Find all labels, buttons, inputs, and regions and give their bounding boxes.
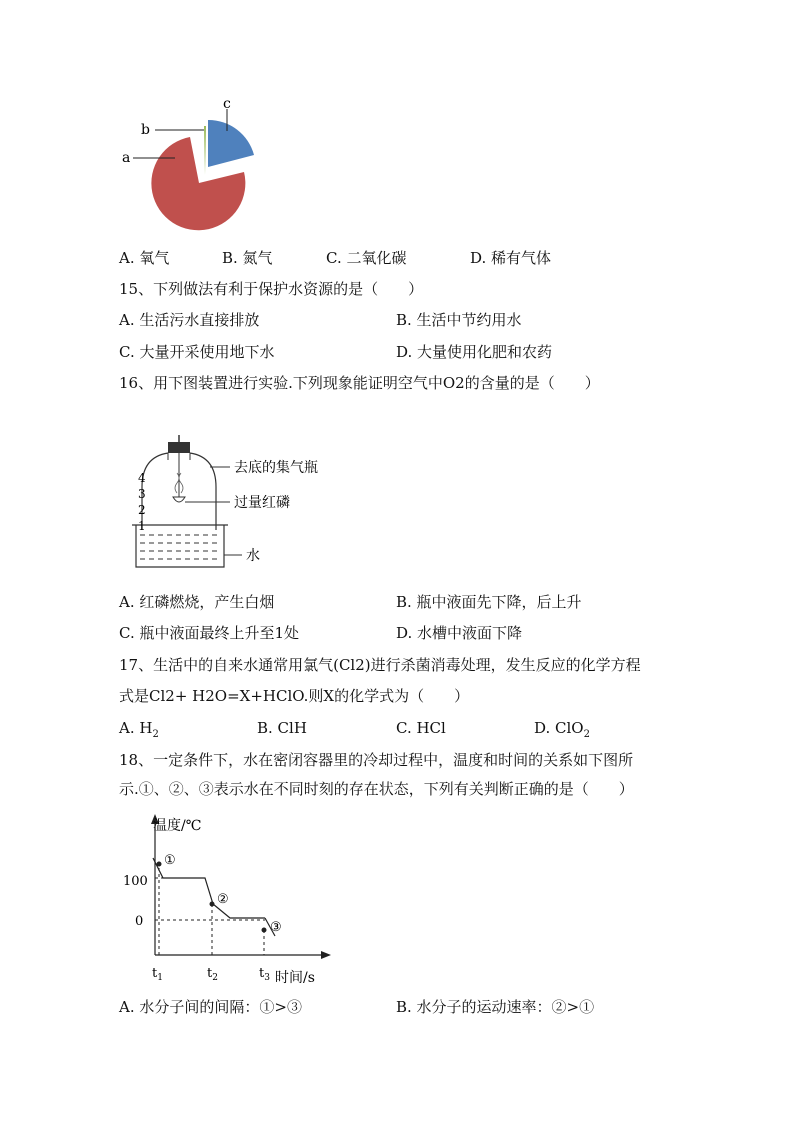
q16-option-c: C. 瓶中液面最终上升至1处 [119, 624, 300, 642]
x-tick-t2: $t_2$ [207, 966, 218, 983]
state-point-1 [157, 862, 162, 867]
q17-stem-line2: 式是Cl2+ H2O=X+HClO.则X的化学式为（ ） [119, 687, 470, 705]
point-label-3: ③ [270, 920, 282, 935]
q14-option-d: D. 稀有气体 [470, 249, 552, 267]
q14-option-c: C. 二氧化碳 [326, 249, 407, 267]
scale-mark-4: 4 [138, 471, 146, 485]
q15-option-d: D. 大量使用化肥和农药 [396, 343, 553, 361]
scale-mark-3: 3 [138, 487, 146, 501]
q18-stem-line1: 18、一定条件下，水在密闭容器里的冷却过程中，温度和时间的关系如下图所 [119, 751, 634, 769]
q18-stem-line2: 示.①、②、③表示水在不同时刻的存在状态，下列有关判断正确的是（ ） [119, 780, 634, 798]
q14-option-b: B. 氮气 [222, 249, 273, 267]
q17-option-a: A. $H_2$ [119, 719, 159, 740]
q16-option-b: B. 瓶中液面先下降，后上升 [396, 593, 582, 611]
x-tick-t1: $t_1$ [152, 966, 163, 983]
q17-option-d: D. ClO$_2$ [534, 719, 590, 740]
pie-chart-figure [115, 95, 275, 240]
state-point-2 [210, 902, 215, 907]
pie-slice-b [204, 126, 206, 175]
x-tick-t3: $t_3$ [259, 966, 270, 983]
q17-stem-line1: 17、生活中的自来水通常用氯气(Cl2)进行杀菌消毒处理，发生反应的化学方程 [119, 656, 641, 674]
q15-stem: 15、下列做法有利于保护水资源的是（ ） [119, 280, 424, 298]
state-point-3 [262, 928, 267, 933]
q18-option-b: B. 水分子的运动速率：②>① [396, 998, 595, 1016]
point-label-1: ① [164, 853, 176, 868]
label-water: 水 [246, 548, 260, 564]
x-axis-label: 时间/s [275, 970, 315, 985]
q16-option-a: A. 红磷燃烧，产生白烟 [119, 593, 275, 611]
y-axis-label: 温度/℃ [153, 818, 202, 834]
scale-mark-2: 2 [138, 503, 146, 517]
q17-option-b: B. ClH [257, 719, 307, 737]
q15-option-c: C. 大量开采使用地下水 [119, 343, 275, 361]
label-bottle: 去底的集气瓶 [234, 460, 318, 476]
q16-stem: 16、用下图装置进行实验.下列现象能证明空气中O2的含量的是（ ） [119, 374, 600, 392]
pie-label-a: a [122, 150, 131, 166]
y-tick-0: 0 [135, 914, 144, 929]
y-tick-100: 100 [123, 874, 148, 889]
pie-label-b: b [141, 122, 150, 138]
cooling-curve-graph [115, 810, 345, 985]
q17-option-c: C. HCl [396, 719, 446, 737]
q15-option-a: A. 生活污水直接排放 [119, 311, 260, 329]
pie-slice-c [208, 120, 254, 167]
q18-option-a: A. 水分子间的间隔：①>③ [119, 998, 302, 1016]
q15-option-b: B. 生活中节约用水 [396, 311, 522, 329]
q14-option-a: A. 氧气 [119, 249, 170, 267]
label-phosphorus: 过量红磷 [234, 495, 290, 511]
q16-option-d: D. 水槽中液面下降 [396, 624, 523, 642]
apparatus-figure [130, 435, 330, 575]
scale-mark-1: 1 [138, 519, 146, 533]
pie-label-c: c [223, 96, 231, 112]
point-label-2: ② [217, 892, 229, 907]
